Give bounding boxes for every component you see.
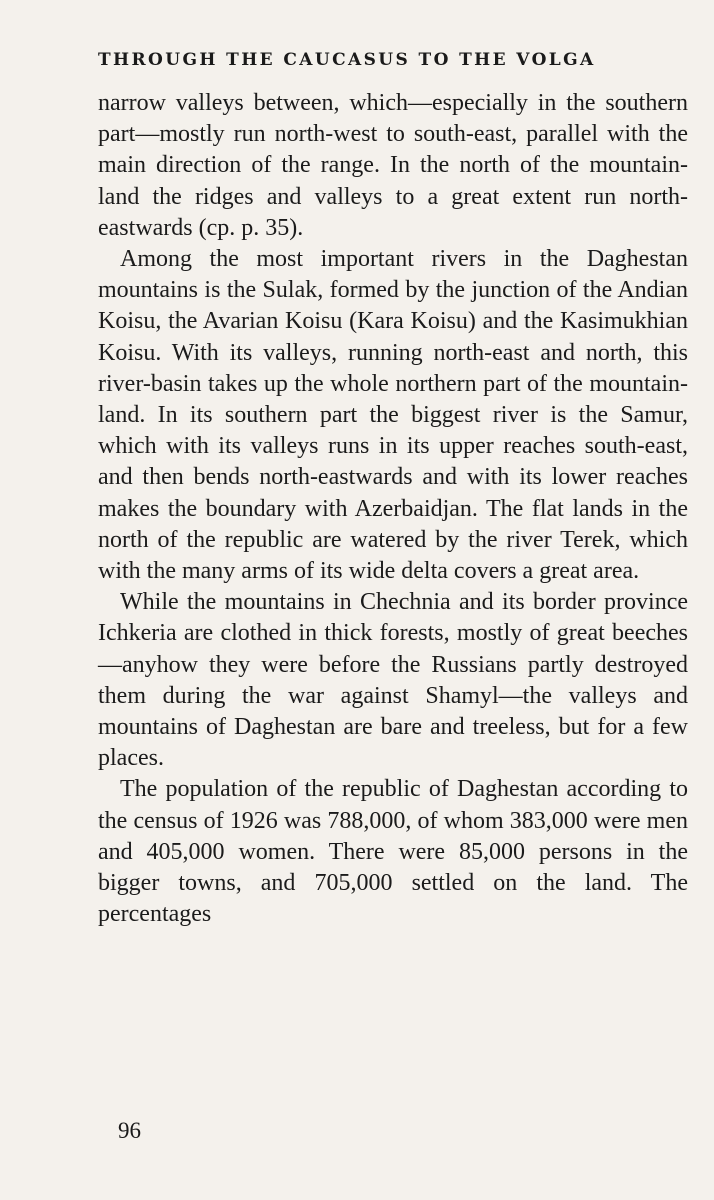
paragraph: Among the most important rivers in the Daghestan mountains is the Sulak, formed by the junction of the Andian Koisu, the Avarian Koisu (Kara Koisu) and the Kasimukhian Koisu. With its valleys, running north-east and north, this river-basin takes up the whole northern part of the mountain-land. In its southern part the biggest river is the Samur, which with its valleys runs in its upper reaches south-east, and then bends north-eastwards and with its lower reaches makes the boundary with Azerbaidjan. The flat lands in the north of the republic are watered by the river Terek, which with the many arms of its wide delta covers a great area.	[98, 246, 688, 585]
body-text	[98, 88, 688, 930]
paragraph: narrow valleys between, which—especially in the southern part—mostly run north-west to south-east, parallel with the main direction of the range. In the north of the mountain-land the ridges and valleys to a great extent run north-eastwards (cp. p. 35).	[98, 90, 688, 241]
running-head: THROUGH THE CAUCASUS TO THE VOLGA	[98, 50, 596, 70]
paragraph: While the mountains in Chechnia and its border province Ichkeria are clothed in thick forests, mostly of great beeches—anyhow they were before the Russians partly destroyed them during the war against Shamyl—the valleys and mountains of Daghestan are bare and treeless, but for a few places.	[98, 589, 688, 772]
page-number: 96	[118, 1118, 141, 1143]
paragraph: The population of the republic of Daghestan according to the census of 1926 was 788,000, of whom 383,000 were men and 405,000 women. There were 85,000 persons in the bigger towns, and 705,000 settled on the land. The percentages	[98, 776, 688, 928]
